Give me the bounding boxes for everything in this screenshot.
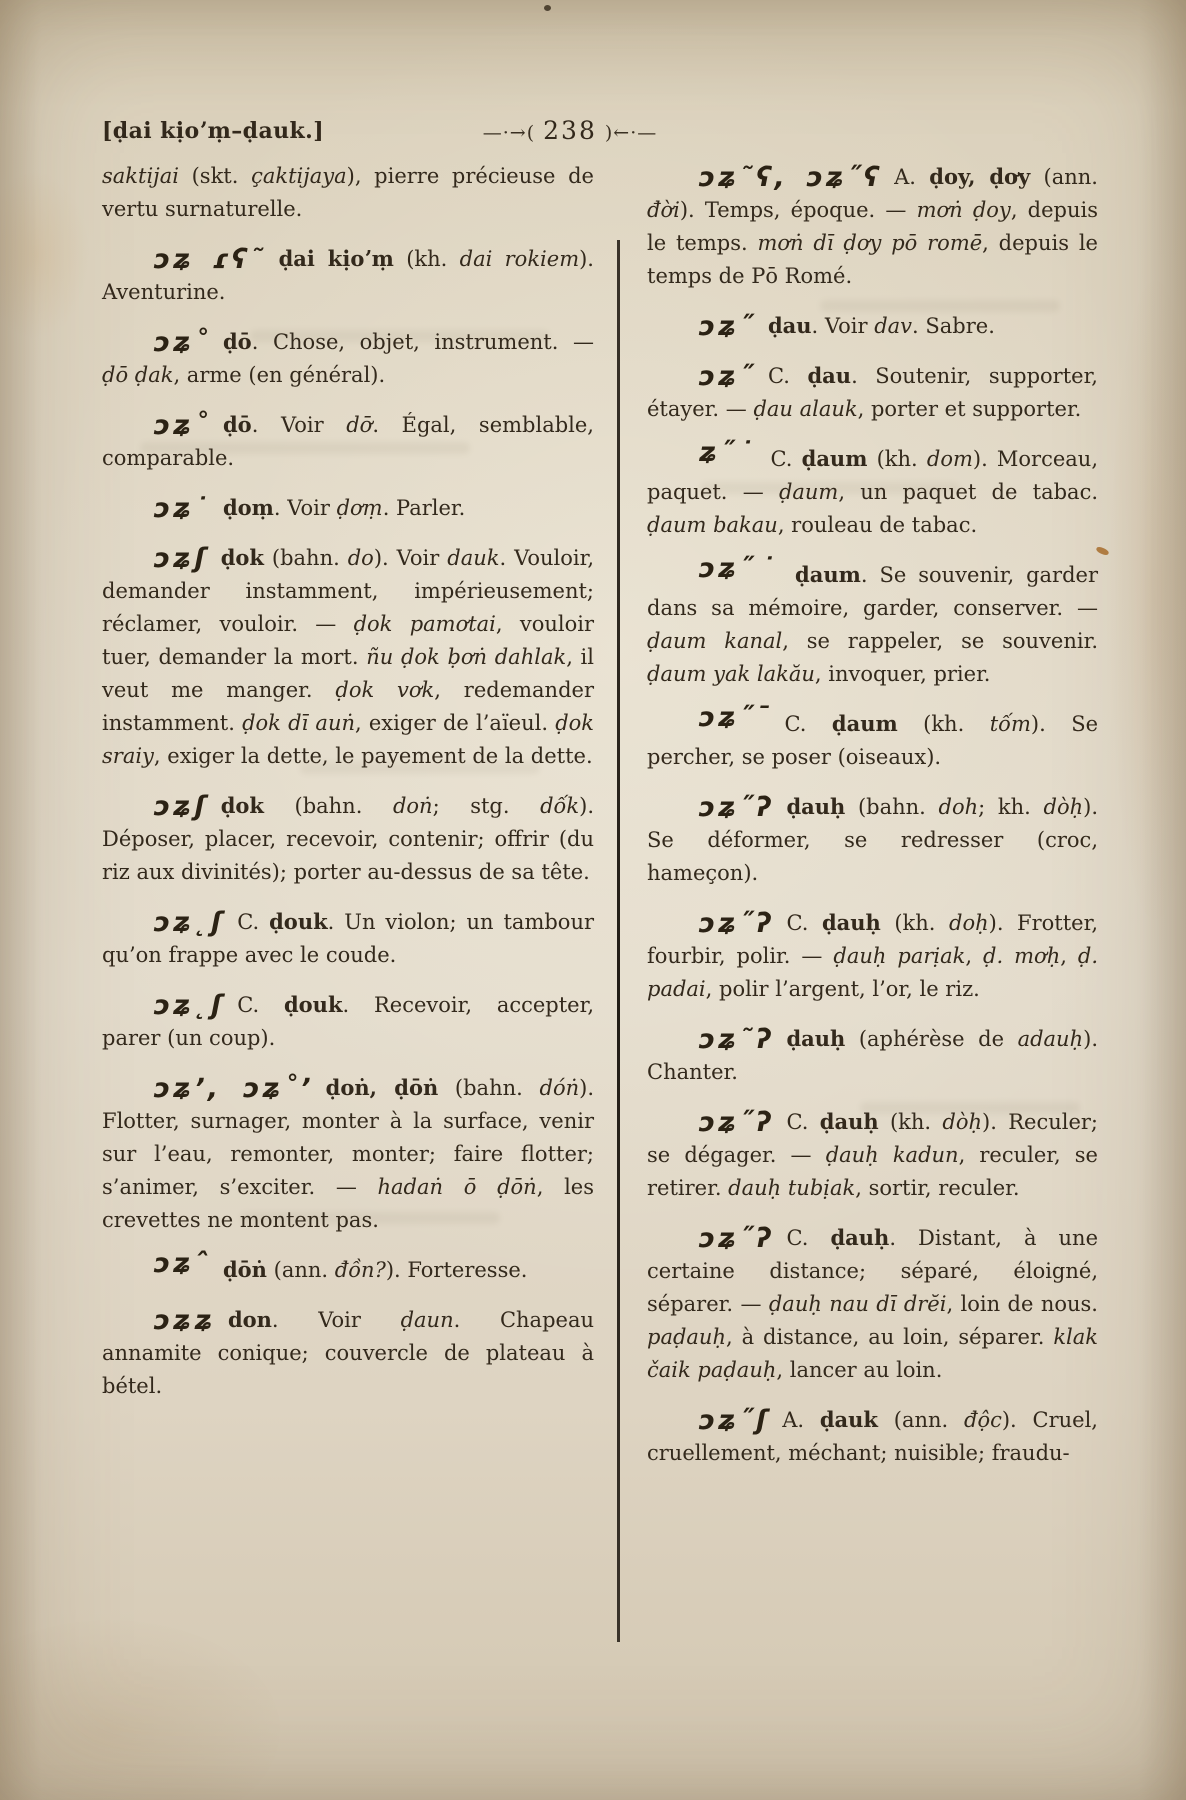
cham-script-glyph: ɔʑʑ [154, 1305, 216, 1336]
entry-douk-violon: ɔʑ˛ʃ C. ḍouk. Un violon; un tambour qu’on frappe avec le coude. [102, 907, 595, 967]
cham-script-glyph: ɔʑ˝ʃ [699, 1405, 771, 1436]
entry-don-flotter: ɔʑʼ, ɔʑ˚ʼ ḍoṅ, ḍōṅ (bahn. dóṅ). Flotter, surnager, monter à la surface, venir sur l’eau, remonter, monter; faire flotter; s’animer, s’exciter. — hadaṅ ō ḍōṅ, les crevettes ne montent pas. [102, 1073, 594, 1232]
entry-douk-recevoir: ɔʑ˛ʃ C. ḍouk. Recevoir, accepter, parer (un coup). [102, 990, 594, 1050]
running-head-keywords: [ḍai kịoʼṃ–ḍauk.] [102, 118, 325, 144]
entry-don-chapeau: ɔʑʑ don. Voir ḍaun. Chapeau annamite conique; couvercle de plateau à bétel. [102, 1305, 594, 1398]
cham-script-glyph: ɔʑ˝ʔ [699, 792, 775, 823]
entry-do-chose: ɔʑ˚ ḍō. Chose, objet, instrument. — ḍō ḍak, arme (en général). [102, 327, 594, 387]
page-number: 238 [543, 116, 597, 145]
entry-saktijai: saktijai (skt. çaktijaya), pierre précieuse de vertu surnaturelle. [102, 164, 594, 221]
cham-script-glyph: ɔʑ˜ʕ, ɔʑ˝ʕ [699, 162, 883, 193]
entry-doy-temps: ɔʑ˜ʕ, ɔʑ˝ʕ A. ḍoy, ḍơy (ann. đời). Temps, époque. — mơṅ ḍoy, depuis le temps. mơṅ dī ḍơy pō romē, depuis le temps de Pō Romé. [647, 162, 1098, 288]
cham-script-glyph: ɔʑʃ [154, 791, 209, 822]
cham-script-glyph: ʑ˝˙ [699, 437, 759, 468]
entry-dok-vouloir: ɔʑʃ ḍok (bahn. do). Voir dauk. Vouloir, demander instamment, impérieusement; réclamer, vouloir. — ḍok pamơtai, vouloir tuer, demander la mort. ñu ḍok ḅơṅ dahlak, il veut me manger. ḍok vơk, redemander instamment. ḍok dī auṅ, exiger de l’aïeul. ḍok sraiy, exiger la dette, le payement de la dette. [102, 543, 595, 768]
ornament-right: )←·— [604, 122, 658, 144]
right-column [647, 160, 1098, 1486]
cham-script-glyph: ɔʑ˝ʔ [699, 1107, 775, 1138]
entry-dauh-frotter: ɔʑ˝ʔ C. ḍauḥ (kh. doḥ). Frotter, fourbir, polir. — ḍauḥ parịak, ḍ. mơḥ, ḍ. padai, polir l’argent, l’or, le riz. [647, 908, 1099, 1001]
cham-script-glyph: ɔʑ˛ʃ [154, 907, 226, 938]
page-number-ornament [400, 116, 740, 145]
entry-dauk-cruel: ɔʑ˝ʃ A. ḍauk (ann. độc). Cruel, cruellement, méchant; nuisible; fraudu- [647, 1405, 1098, 1465]
cham-script-glyph: ɔʑʼ, ɔʑ˚ʼ [154, 1073, 314, 1104]
entry-dauh-deformer: ɔʑ˝ʔ ḍauḥ (bahn. doh; kh. dòḥ). Se déformer, se redresser (croc, hameçon). [647, 792, 1098, 885]
cham-script-glyph: ɔʑ˝ʔ [699, 1223, 775, 1254]
entry-dai-kiom: ɔʑ ɾʕ˜ ḍai kịoʼṃ (kh. dai rokiem). Aventurine. [102, 244, 594, 304]
cham-script-glyph: ɔʑ˚ [154, 410, 211, 441]
left-column [102, 160, 594, 1419]
cham-script-glyph: ɔʑ˜ʔ [699, 1024, 775, 1055]
cham-script-glyph: ɔʑ ɾʕ˜ [154, 244, 267, 275]
cham-script-glyph: ɔʑ˝ʔ [699, 908, 775, 939]
foxing-stain [1110, 280, 1186, 920]
cham-script-glyph: ɔʑ˙ [154, 493, 211, 524]
ornament-left: —·→( [482, 122, 536, 144]
cham-script-glyph: ɔʑ˛ʃ [154, 990, 226, 1021]
entry-daum-morceau: ʑ˝˙ C. ḍaum (kh. dom). Morceau, paquet. — ḍaum, un paquet de tabac. ḍaum bakau, rouleau de tabac. [647, 437, 1099, 537]
cham-script-glyph: ɔʑ˝ [699, 311, 756, 342]
ink-speck [544, 5, 551, 11]
entry-dauh-chanter: ɔʑ˜ʔ ḍauḥ (aphérèse de adauḥ). Chanter. [647, 1024, 1098, 1084]
entry-dauh-reculer: ɔʑ˝ʔ C. ḍauḥ (kh. dòḥ). Reculer; se dégager. — ḍauḥ kadun, reculer, se retirer. dauḥ tubịak, sortir, reculer. [647, 1107, 1098, 1200]
entry-dom-parler: ɔʑ˙ ḍoṃ. Voir ḍơṃ. Parler. [154, 493, 466, 524]
cham-script-glyph: ɔʑ˝˙ [699, 553, 784, 584]
cham-script-glyph: ɔʑ˝ [699, 361, 756, 392]
entry-daum-souvenir: ɔʑ˝˙ ḍaum. Se souvenir, garder dans sa mémoire, garder, conserver. — ḍaum kanal, se rappeler, se souvenir. ḍaum yak lakău, invoquer, prier. [647, 553, 1098, 686]
entry-daum-percher: ɔʑ˝ˉ C. ḍaum (kh. tốm). Se percher, se poser (oiseaux). [647, 702, 1099, 769]
cham-script-glyph: ɔʑˆ [154, 1248, 211, 1279]
entry-don-forteresse: ɔʑˆ ḍōṅ (ann. đồn?). Forteresse. [154, 1248, 528, 1282]
cham-script-glyph: ɔʑʃ [154, 543, 209, 574]
entry-dau-sabre: ɔʑ˝ ḍau. Voir dav. Sabre. [699, 311, 995, 342]
foxing-stain [0, 1620, 280, 1800]
column-divider-rule [617, 240, 620, 1642]
entry-do-egal: ɔʑ˚ ḍō. Voir dơ̄. Égal, semblable, comparable. [102, 410, 594, 470]
entry-dok-deposer: ɔʑʃ ḍok (bahn. doṅ; stg. dốk). Déposer, placer, recevoir, contenir; offrir (du riz aux divinités); porter au-dessus de sa tête. [102, 791, 594, 884]
cham-script-glyph: ɔʑ˚ [154, 327, 211, 358]
entry-dauh-distant: ɔʑ˝ʔ C. ḍauḥ. Distant, à une certaine distance; séparé, éloigné, séparer. — ḍauḥ nau dī drĕi, loin de nous. paḍauḥ, à distance, au loin, séparer. klak čaik paḍauḥ, lancer au loin. [647, 1223, 1098, 1382]
foxing-stain [0, 170, 90, 340]
entry-dau-soutenir: ɔʑ˝ C. ḍau. Soutenir, supporter, étayer. — ḍau alauk, porter et supporter. [647, 361, 1098, 421]
cham-script-glyph: ɔʑ˝ˉ [699, 702, 773, 733]
